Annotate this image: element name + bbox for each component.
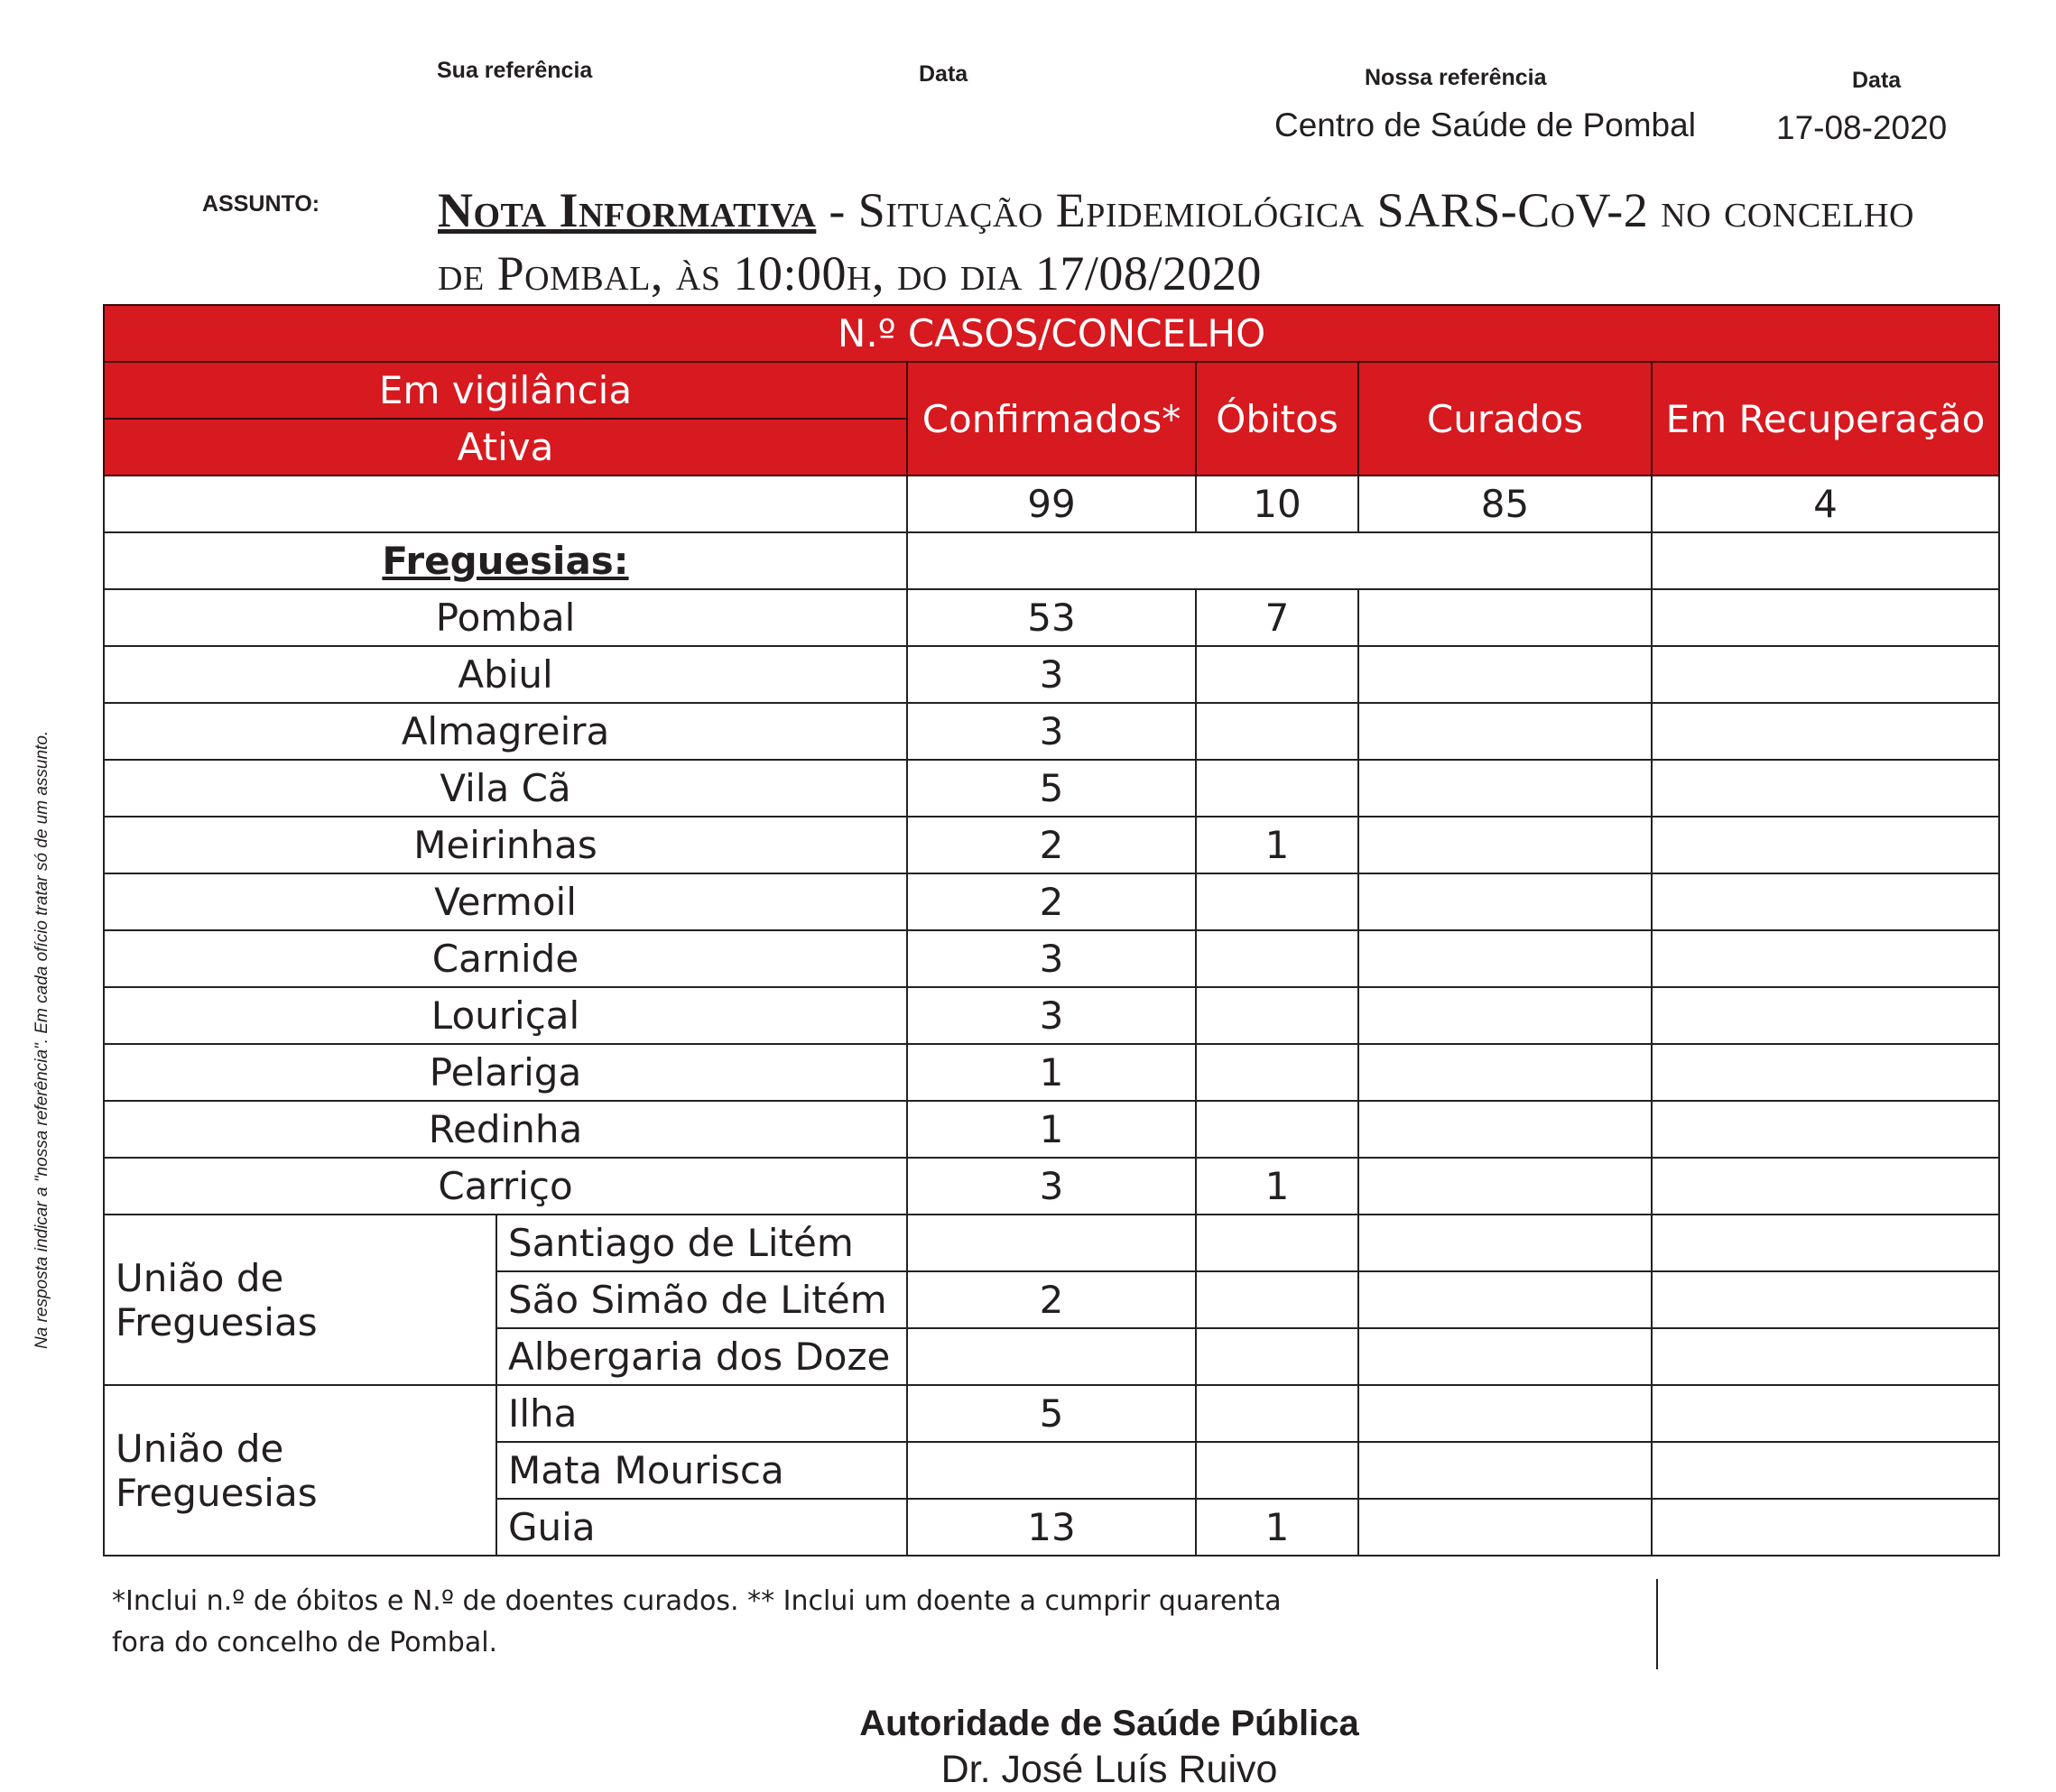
freguesias-label: Freguesias: (104, 532, 907, 589)
uniao-member-curados (1358, 1385, 1652, 1442)
vigilancia-header-line1: Em vigilância (104, 362, 907, 419)
footnote-line-1: *Inclui n.º de óbitos e N.º de doentes curados. ** Inclui um doente a cumprir quarenta (112, 1585, 1282, 1617)
uniao-member-obitos: 1 (1196, 1499, 1358, 1556)
assunto-label: ASSUNTO: (202, 191, 320, 217)
total-obitos: 10 (1196, 476, 1358, 532)
total-confirmados: 99 (907, 476, 1196, 532)
freguesias-spacer (907, 532, 1652, 589)
table-row (104, 646, 1999, 703)
uniao-member-obitos (1196, 1271, 1358, 1328)
freguesia-recuperacao (1652, 930, 1999, 987)
signature-name: Dr. José Luís Ruivo (940, 1748, 1278, 1791)
freguesia-obitos (1196, 930, 1358, 987)
signature-title: Autoridade de Saúde Pública (859, 1704, 1359, 1743)
subject-line-1 (438, 182, 1914, 238)
freguesia-obitos (1196, 873, 1358, 930)
data-label: Data (919, 61, 968, 87)
freguesia-name: Carnide (104, 930, 907, 987)
freguesia-curados (1358, 589, 1652, 646)
freguesia-recuperacao (1652, 817, 1999, 873)
freguesia-obitos (1196, 703, 1358, 760)
obitos-header: Óbitos (1196, 362, 1358, 476)
freguesia-confirmados: 53 (907, 589, 1196, 646)
uniao-member-obitos (1196, 1385, 1358, 1442)
sua-referencia-label: Sua referência (437, 58, 593, 83)
freguesia-curados (1358, 703, 1652, 760)
freguesia-name: Louriçal (104, 987, 907, 1044)
uniao-member-confirmados: 13 (907, 1499, 1196, 1556)
uniao-member-obitos (1196, 1442, 1358, 1499)
freguesia-curados (1358, 873, 1652, 930)
total-vigilancia (104, 476, 907, 532)
uniao-member-recuperacao (1652, 1215, 1999, 1271)
data-value: 17-08-2020 (1776, 109, 1948, 146)
uniao-member-confirmados (907, 1215, 1196, 1271)
data-label-2: Data (1852, 68, 1902, 93)
nossa-referencia-value: Centro de Saúde de Pombal (1274, 106, 1696, 143)
table-row (104, 1158, 1999, 1215)
table-row (104, 1101, 1999, 1158)
uniao-member-curados (1358, 1328, 1652, 1385)
subject-rest: - Situação Epidemiológica SARS-CoV-2 no concelho (816, 183, 1914, 237)
freguesia-curados (1358, 1158, 1652, 1215)
freguesia-recuperacao (1652, 1158, 1999, 1215)
freguesia-name: Pombal (104, 589, 907, 646)
freguesia-confirmados: 1 (907, 1044, 1196, 1101)
confirmados-header: Confirmados* (907, 362, 1196, 476)
freguesia-curados (1358, 646, 1652, 703)
freguesia-recuperacao (1652, 1101, 1999, 1158)
uniao-member-name: São Simão de Litém (496, 1271, 907, 1328)
table-row (104, 987, 1999, 1044)
uniao-member-recuperacao (1652, 1442, 1999, 1499)
freguesia-obitos: 1 (1196, 1158, 1358, 1215)
freguesia-recuperacao (1652, 760, 1999, 817)
uniao-member-obitos (1196, 1328, 1358, 1385)
uniao-member-name: Guia (496, 1499, 907, 1556)
freguesia-obitos: 1 (1196, 817, 1358, 873)
table-divider-extension (1656, 1579, 1658, 1669)
freguesia-confirmados: 3 (907, 987, 1196, 1044)
uniao-member-name: Mata Mourisca (496, 1442, 907, 1499)
table-row (104, 817, 1999, 873)
uniao-label: União de Freguesias (104, 1215, 496, 1385)
table-row (104, 1044, 1999, 1101)
freguesia-obitos (1196, 646, 1358, 703)
freguesia-confirmados: 3 (907, 1158, 1196, 1215)
subject-title: Nota Informativa (438, 183, 817, 237)
uniao-member-curados (1358, 1271, 1652, 1328)
freguesia-confirmados: 1 (907, 1101, 1196, 1158)
table-row (104, 760, 1999, 817)
freguesia-obitos (1196, 760, 1358, 817)
freguesias-spacer-recuperacao (1652, 532, 1999, 589)
uniao-member-confirmados (907, 1442, 1196, 1499)
freguesia-curados (1358, 1101, 1652, 1158)
uniao-member-obitos (1196, 1215, 1358, 1271)
freguesia-recuperacao (1652, 646, 1999, 703)
vigilancia-header-line2: Ativa (104, 419, 907, 476)
total-curados: 85 (1358, 476, 1652, 532)
footnote-line-2: fora do concelho de Pombal. (112, 1627, 498, 1658)
freguesia-confirmados: 3 (907, 930, 1196, 987)
freguesia-confirmados: 2 (907, 873, 1196, 930)
curados-header: Curados (1358, 362, 1652, 476)
freguesia-name: Meirinhas (104, 817, 907, 873)
freguesia-curados (1358, 760, 1652, 817)
table-row (104, 1385, 1999, 1442)
uniao-member-recuperacao (1652, 1271, 1999, 1328)
totals-row (104, 476, 1999, 532)
uniao-member-name: Santiago de Litém (496, 1215, 907, 1271)
freguesia-name: Carriço (104, 1158, 907, 1215)
freguesia-obitos (1196, 1044, 1358, 1101)
uniao-member-curados (1358, 1442, 1652, 1499)
subject-line-2: de Pombal, às 10:00h, do dia 17/08/2020 (438, 246, 1262, 300)
freguesia-obitos (1196, 987, 1358, 1044)
freguesia-confirmados: 5 (907, 760, 1196, 817)
table-row (104, 1215, 1999, 1271)
uniao-member-confirmados (907, 1328, 1196, 1385)
freguesia-obitos (1196, 1101, 1358, 1158)
freguesia-name: Almagreira (104, 703, 907, 760)
cases-table (103, 304, 2000, 1556)
table-title: N.º CASOS/CONCELHO (104, 305, 1999, 362)
uniao-label: União de Freguesias (104, 1385, 496, 1556)
freguesia-curados (1358, 817, 1652, 873)
recuperacao-header: Em Recuperação (1652, 362, 1999, 476)
freguesia-name: Abiul (104, 646, 907, 703)
freguesias-label-row (104, 532, 1999, 589)
uniao-member-confirmados: 5 (907, 1385, 1196, 1442)
table-row (104, 589, 1999, 646)
freguesia-name: Vila Cã (104, 760, 907, 817)
signature-block (0, 1704, 2056, 1792)
table-row (104, 873, 1999, 930)
side-margin-note: Na resposta indicar a "nossa referência". Em cada ofício tratar só de um assunto. (32, 730, 51, 1349)
freguesia-curados (1358, 1044, 1652, 1101)
freguesia-curados (1358, 987, 1652, 1044)
freguesia-recuperacao (1652, 873, 1999, 930)
freguesia-confirmados: 3 (907, 646, 1196, 703)
uniao-member-name: Ilha (496, 1385, 907, 1442)
uniao-member-curados (1358, 1499, 1652, 1556)
freguesia-curados (1358, 930, 1652, 987)
total-recuperacao: 4 (1652, 476, 1999, 532)
uniao-member-recuperacao (1652, 1328, 1999, 1385)
uniao-member-curados (1358, 1215, 1652, 1271)
table-row (104, 703, 1999, 760)
uniao-member-name: Albergaria dos Doze (496, 1328, 907, 1385)
freguesia-obitos: 7 (1196, 589, 1358, 646)
freguesia-recuperacao (1652, 589, 1999, 646)
freguesia-recuperacao (1652, 1044, 1999, 1101)
freguesia-confirmados: 2 (907, 817, 1196, 873)
footnote (112, 1581, 1282, 1664)
freguesia-recuperacao (1652, 703, 1999, 760)
table-row (104, 930, 1999, 987)
freguesia-name: Pelariga (104, 1044, 907, 1101)
uniao-member-recuperacao (1652, 1499, 1999, 1556)
freguesia-confirmados: 3 (907, 703, 1196, 760)
nossa-referencia-label: Nossa referência (1365, 65, 1547, 90)
freguesia-recuperacao (1652, 987, 1999, 1044)
freguesia-name: Vermoil (104, 873, 907, 930)
uniao-member-confirmados: 2 (907, 1271, 1196, 1328)
freguesia-name: Redinha (104, 1101, 907, 1158)
uniao-member-recuperacao (1652, 1385, 1999, 1442)
